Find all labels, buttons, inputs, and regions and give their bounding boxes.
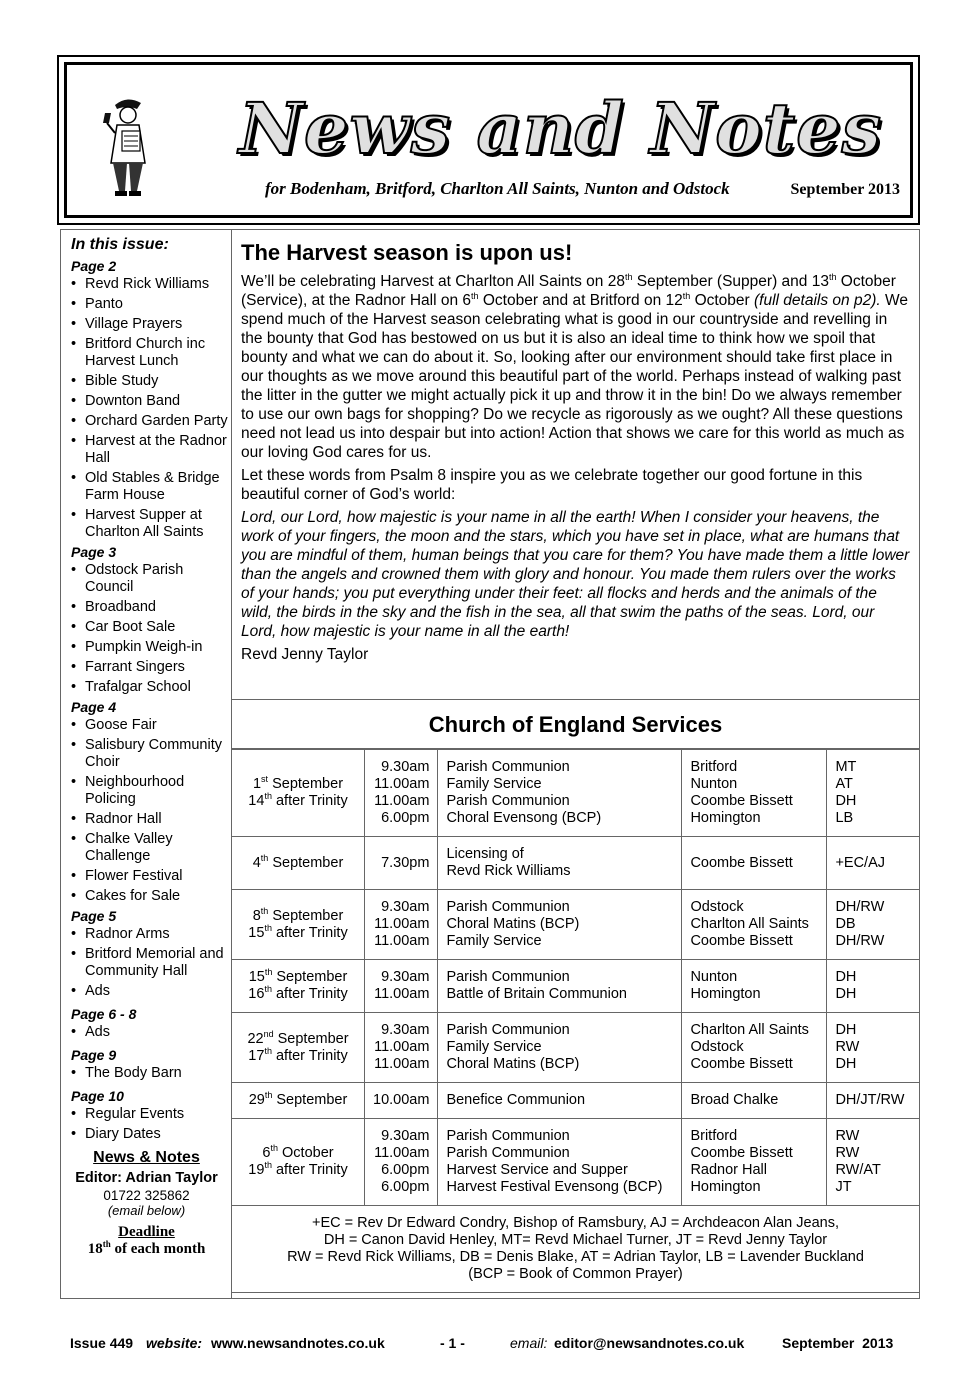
deadline-value: 18th of each month <box>87 1239 206 1257</box>
article-signature: Revd Jenny Taylor <box>241 646 369 663</box>
service-officiants: DH DH <box>827 960 919 1013</box>
contents-item: • Village Prayers <box>71 316 232 333</box>
contents-item: • Downton Band <box>71 393 232 410</box>
services-legend: +EC = Rev Dr Edward Condry, Bishop of Ramsbury, AJ = Archdeacon Alan Jeans, DH = Canon David Henley, MT= Revd Michael Turner, JT = Revd Jenny Taylor RW = Revd Rick Williams, DB = Denis Blake, AT = Adrian Taylor, LB = Lavender Buckland (BCP = Book of Common Prayer) <box>232 1206 919 1293</box>
town-crier-icon <box>97 91 157 201</box>
masthead <box>57 55 920 225</box>
contents-page-heading: Page 5 <box>71 908 117 924</box>
service-officiants: MT AT DH LB <box>827 750 919 837</box>
contents-item: • Harvest at the Radnor Hall <box>71 433 232 467</box>
service-row <box>232 1119 919 1206</box>
email-label: email: <box>510 1335 548 1351</box>
service-date: 29th September <box>232 1083 365 1119</box>
psalm-quote: Lord, our Lord, how majestic is your name in all the earth! When I consider your heavens, the work of your fingers, the moon and the stars, which you have set in place, what are humans that you are mindful of them, human beings that you care for them? You have made them a little lower than the angels and crowned them with glory and honour. You made them rulers over the works of your hands; you put everything under their feet: all flocks and herds and the animals of the wild, the birds in the sky and the fish in the sea, all that swim the paths of the seas. Lord, our Lord, how majestic is your name in all the earth! <box>241 509 910 640</box>
contents-list <box>71 258 232 1143</box>
editor-name: Editor: Adrian Taylor <box>75 1170 218 1186</box>
contents-page-heading: Page 2 <box>71 258 117 274</box>
service-officiants: +EC/AJ <box>827 837 919 890</box>
issue-number: Issue 449 <box>70 1335 134 1351</box>
editor-phone: 01722 325862 <box>103 1188 190 1203</box>
contents-page-heading: Page 6 - 8 <box>71 1006 137 1022</box>
contents-item: • Trafalgar School <box>71 679 232 696</box>
contents-item: • Farrant Singers <box>71 659 232 676</box>
service-date: 4th September <box>232 837 365 890</box>
contents-item: • Britford Church inc Harvest Lunch <box>71 336 232 370</box>
website-label: website: <box>146 1335 203 1351</box>
contents-item: • Pumpkin Weigh-in <box>71 639 232 656</box>
service-names: Benefice Communion <box>438 1083 682 1119</box>
contents-item: • Regular Events <box>71 1106 232 1123</box>
service-names: Licensing of Revd Rick Williams <box>438 837 682 890</box>
service-places: Nunton Homington <box>682 960 827 1013</box>
contents-item: • Odstock Parish Council <box>71 562 232 596</box>
contents-items <box>71 276 232 541</box>
contents-items <box>71 562 232 696</box>
contents-item: • Radnor Arms <box>71 926 232 943</box>
contents-items <box>71 926 232 1000</box>
issue-date: September 2013 <box>790 181 900 198</box>
service-date: 22nd September 17th after Trinity <box>232 1013 365 1083</box>
service-row <box>232 890 919 960</box>
contents-item: • Car Boot Sale <box>71 619 232 636</box>
contents-items <box>71 1024 232 1041</box>
contents-sidebar <box>60 229 232 1299</box>
contents-item: • Revd Rick Williams <box>71 276 232 293</box>
service-times: 10.00am <box>365 1083 438 1119</box>
contents-items <box>71 1106 232 1143</box>
contents-page-heading: Page 9 <box>71 1047 117 1063</box>
harvest-article <box>232 230 919 700</box>
service-date: 1st September 14th after Trinity <box>232 750 365 837</box>
contents-page-heading: Page 3 <box>71 544 117 560</box>
service-names: Parish Communion Battle of Britain Communion <box>438 960 682 1013</box>
service-row <box>232 837 919 890</box>
editor-box <box>71 1149 232 1258</box>
service-officiants: DH/RW DB DH/RW <box>827 890 919 960</box>
contents-item: • Harvest Supper at Charlton All Saints <box>71 507 232 541</box>
service-officiants: RW RW RW/AT JT <box>827 1119 919 1206</box>
contents-item: • Diary Dates <box>71 1126 232 1143</box>
service-places: Broad Chalke <box>682 1083 827 1119</box>
service-times: 9.30am 11.00am 6.00pm 6.00pm <box>365 1119 438 1206</box>
contents-item: • Bible Study <box>71 373 232 390</box>
contents-item: • Radnor Hall <box>71 811 232 828</box>
contents-items <box>71 1065 232 1082</box>
service-places: Britford Coombe Bissett Radnor Hall Homington <box>682 1119 827 1206</box>
service-names: Parish Communion Parish Communion Harvest Service and Supper Harvest Festival Evensong (BCP) <box>438 1119 682 1206</box>
service-places: Britford Nunton Coombe Bissett Homington <box>682 750 827 837</box>
service-officiants: DH RW DH <box>827 1013 919 1083</box>
contents-item: • Panto <box>71 296 232 313</box>
service-times: 9.30am 11.00am <box>365 960 438 1013</box>
email-link[interactable]: editor@newsandnotes.co.uk <box>554 1335 745 1351</box>
service-row <box>232 1083 919 1119</box>
contents-heading: In this issue: <box>71 236 169 253</box>
service-times: 9.30am 11.00am 11.00am <box>365 890 438 960</box>
deadline-label: Deadline <box>118 1224 175 1240</box>
contents-item: • Chalke Valley Challenge <box>71 831 232 865</box>
article-paragraph-2: Let these words from Psalm 8 inspire you as we celebrate together our good fortune in this beautiful corner of God’s world: <box>241 467 863 503</box>
contents-item: • Goose Fair <box>71 717 232 734</box>
service-names: Parish Communion Family Service Parish Communion Choral Evensong (BCP) <box>438 750 682 837</box>
contents-items <box>71 717 232 905</box>
contents-item: • Neighbourhood Policing <box>71 774 232 808</box>
contents-page-heading: Page 10 <box>71 1088 124 1104</box>
contents-item: • Old Stables & Bridge Farm House <box>71 470 232 504</box>
contents-item: • Salisbury Community Choir <box>71 737 232 771</box>
footer-date: September 2013 <box>782 1335 894 1351</box>
newsletter-subtitle: for Bodenham, Britford, Charlton All Saints, Nunton and Odstock <box>265 179 730 198</box>
service-date: 6th October 19th after Trinity <box>232 1119 365 1206</box>
service-date: 8th September 15th after Trinity <box>232 890 365 960</box>
contents-page-heading: Page 4 <box>71 699 117 715</box>
article-heading: The Harvest season is upon us! <box>241 240 573 265</box>
contents-item: • Ads <box>71 1024 232 1041</box>
article-paragraph-1: We’ll be celebrating Harvest at Charlton All Saints on 28th September (Supper) and 13th October (Service), at the Radnor Hall on 6th October and at Britford on 12th October (full details on p2). We spend much of the Harvest season celebrating what is good in our countryside and revelling in the bounty that God has bestowed on us but it is also an ideal time to think how we spoil that bounty and what we can do about it. So, looking after our environment should take first place in our thoughts as we move around this beautiful part of the world. Perhaps instead of walking past the litter in the gutter we might actually pick it up and throw it in the bin! Do we always remember to use our own bags for shopping? Do we recycle as rigorously as we ought? All these questions need not lead us into despair but into action! Action that shows we care for this world as much as our loving God cares for us. <box>241 271 908 461</box>
service-row <box>232 750 919 837</box>
service-row <box>232 1013 919 1083</box>
editor-box-title: News & Notes <box>93 1149 200 1166</box>
service-times: 7.30pm <box>365 837 438 890</box>
contents-item: • Ads <box>71 983 232 1000</box>
contents-item: • Flower Festival <box>71 868 232 885</box>
service-times: 9.30am 11.00am 11.00am 6.00pm <box>365 750 438 837</box>
editor-email-note: (email below) <box>107 1203 186 1218</box>
masthead-frame <box>64 62 913 218</box>
contents-item: • Broadband <box>71 599 232 616</box>
services-title: Church of England Services <box>232 700 919 749</box>
service-names: Parish Communion Family Service Choral Matins (BCP) <box>438 1013 682 1083</box>
website-link[interactable]: www.newsandnotes.co.uk <box>211 1335 385 1351</box>
service-times: 9.30am 11.00am 11.00am <box>365 1013 438 1083</box>
service-places: Odstock Charlton All Saints Coombe Bissett <box>682 890 827 960</box>
main-column <box>231 229 920 1299</box>
contents-item: • The Body Barn <box>71 1065 232 1082</box>
service-places: Charlton All Saints Odstock Coombe Bissett <box>682 1013 827 1083</box>
service-names: Parish Communion Choral Matins (BCP) Family Service <box>438 890 682 960</box>
contents-item: • Britford Memorial and Community Hall <box>71 946 232 980</box>
service-date: 15th September 16th after Trinity <box>232 960 365 1013</box>
services-table <box>232 749 919 1293</box>
contents-item: • Orchard Garden Party <box>71 413 232 430</box>
contents-item: • Cakes for Sale <box>71 888 232 905</box>
service-places: Coombe Bissett <box>682 837 827 890</box>
service-row <box>232 960 919 1013</box>
newsletter-title: News and Notes <box>239 87 883 170</box>
service-officiants: DH/JT/RW <box>827 1083 919 1119</box>
page-number: - 1 - <box>440 1335 465 1351</box>
